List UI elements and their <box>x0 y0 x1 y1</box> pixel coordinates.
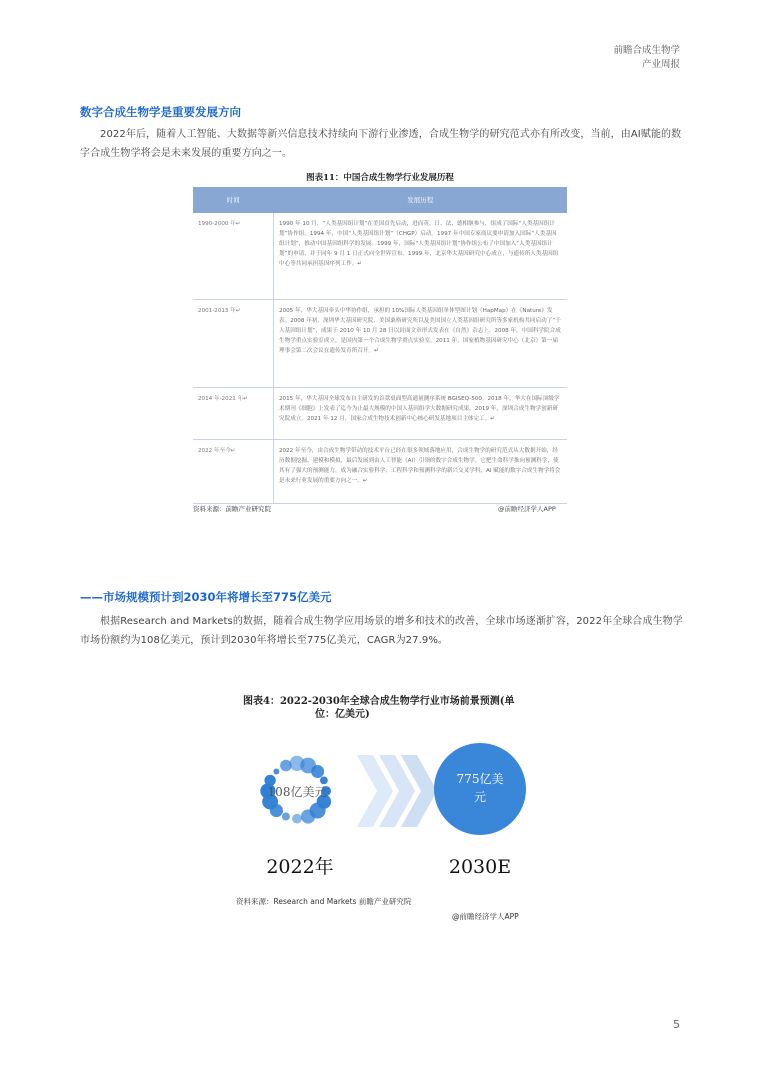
table-row <box>193 213 567 299</box>
value-label-2030: 775亿美 <box>456 772 504 786</box>
value-dot-2022 <box>311 765 324 778</box>
value-dot-2022 <box>282 813 290 821</box>
page-number: 5 <box>673 1018 680 1031</box>
table-source: 资料来源：前瞻产业研究院 <box>193 505 271 513</box>
category-label: 2030E <box>448 856 512 878</box>
value-dot-2022 <box>292 814 302 824</box>
value-label-2030-tail: 元 <box>473 790 487 804</box>
value-dot-2022 <box>320 777 328 785</box>
table-header-history: 发展历程 <box>274 187 568 213</box>
table-figure-title: 图表11：中国合成生物学行业发展历程 <box>306 173 454 183</box>
value-dot-2022 <box>280 760 292 772</box>
value-circle-2030 <box>434 743 526 835</box>
value-label-2022: 108亿美元 <box>267 785 327 799</box>
table-cell-history: 1990 年 10 月，“人类基因组计划”在美国首先启动，进而英、日、法、德相继参与，组成了国际“人类基因组计划”协作组。1994 年，中国“人类基因组计划”（CHGP）启动。1997 年中国专家商议要申请加入国际“人类基因组计划”，推动中国基因组科学的发展。1999 年，国际“人类基因组计划”协作组公布了中国加入“人类基因组计划”的申请，并于同年 9 月 1 日正式向全世界宣布。1999 年，北京华大基因研究中心成立，与遗传所人类基因组中心等共同承担基因序列工作。↵ <box>274 213 568 299</box>
chart-title-line2: 位：亿美元) <box>315 709 370 720</box>
page-header <box>613 44 680 72</box>
table-cell-history: 2022 年至今，由合成生物学带动的技术平台已经在很多领域落地应用，合成生物学的研究范式从大数据开始，经历数据挖掘、建模和模拟，最后发展到由人工智能（AI）引领的数字合成生物学。它把生命科学推向预测科学，使其有了强大的预测能力，成为融合实验科学、工程科学和预测科学的新兴交叉学科，AI 赋能的数字合成生物学将会是未来行业发展的重要方向之一。↵ <box>274 439 568 503</box>
category-label: 2022年 <box>266 856 334 878</box>
table-header-time: 时间 <box>193 187 274 213</box>
section-title-digital-synbio: 数字合成生物学是重要发展方向 <box>80 105 241 119</box>
value-dot-2022 <box>301 809 315 823</box>
chart-source: 资料来源：Research and Markets 前瞻产业研究院 <box>236 897 412 906</box>
table-cell-history: 2005 年，华大基因牵头中华协作组，承担的 10%国际人类基因组单体型图计划（HapMap）在《Nature》发表。2008 年初，深圳华大基因研究院、美国桑格研究所以及美国国立人类基因组研究所等多家机构共同启动了“千人基因组计划”，成果于 2010 年 10 月 28 日以封面文章形式发表在《自然》杂志上。2008 年，中国科学院合成生物学重点实验室成立，是国内第一个合成生物学重点实验室。2011 年，国家植物基因研究中心（北京）第一届理事会第二次会议在遗传发育所召开。↵ <box>274 299 568 387</box>
table-cell-period: 2014 年-2021 年↵ <box>193 387 274 439</box>
table-row <box>193 439 567 503</box>
table-cell-period: 2022 年至今↵ <box>193 439 274 503</box>
table-header-row <box>193 187 567 213</box>
market-forecast-chart <box>232 733 572 883</box>
table-row <box>193 387 567 439</box>
section-title-market-size: ——市场规模预计到2030年将增长至775亿美元 <box>80 590 332 604</box>
section-paragraph-digital-synbio: 2022年后，随着人工智能、大数据等新兴信息技术持续向下游行业渗透，合成生物学的研究范式亦有所改变，当前，由AI赋能的数字合成生物学将会是未来发展的重要方向之一。 <box>80 129 682 159</box>
chart-watermark: @前瞻经济学人APP <box>452 912 519 921</box>
table-row <box>193 299 567 387</box>
table-watermark: @前瞻经济学人APP <box>498 505 556 513</box>
table-cell-history: 2015 年，华大基因全球发布自主研发的首款桌面型高通量测序系统 BGISEQ-500。2018 年，华大在国际顶级学术期刊《细胞》上发表了迄今为止最大规模的中国人基因组学大数据研究成果。2019 年，深圳合成生物学创新研究院成立。2021 年 12 月，国家合成生物技术创新中心核心研发基地项目主体完工。↵ <box>274 387 568 439</box>
table-cell-period: 1990-2000 年↵ <box>193 213 274 299</box>
chart-title-line1: 图表4：2022-2030年全球合成生物学行业市场前景预测(单 <box>243 696 515 707</box>
chart-figure-title <box>243 695 543 721</box>
section-paragraph-market-size: 根据Research and Markets的数据，随着合成生物学应用场景的增多和技术的改善，全球市场逐渐扩容，2022年全球合成生物学市场份额约为108亿美元，预计到2030年将增长至775亿美元，CAGR为27.9%。 <box>80 616 683 646</box>
header-report-type: 产业周报 <box>641 59 680 70</box>
table-cell-period: 2001-2013 年↵ <box>193 299 274 387</box>
value-dot-2022 <box>273 769 279 775</box>
history-table <box>193 187 567 504</box>
header-report-name: 前瞻合成生物学 <box>613 45 680 56</box>
